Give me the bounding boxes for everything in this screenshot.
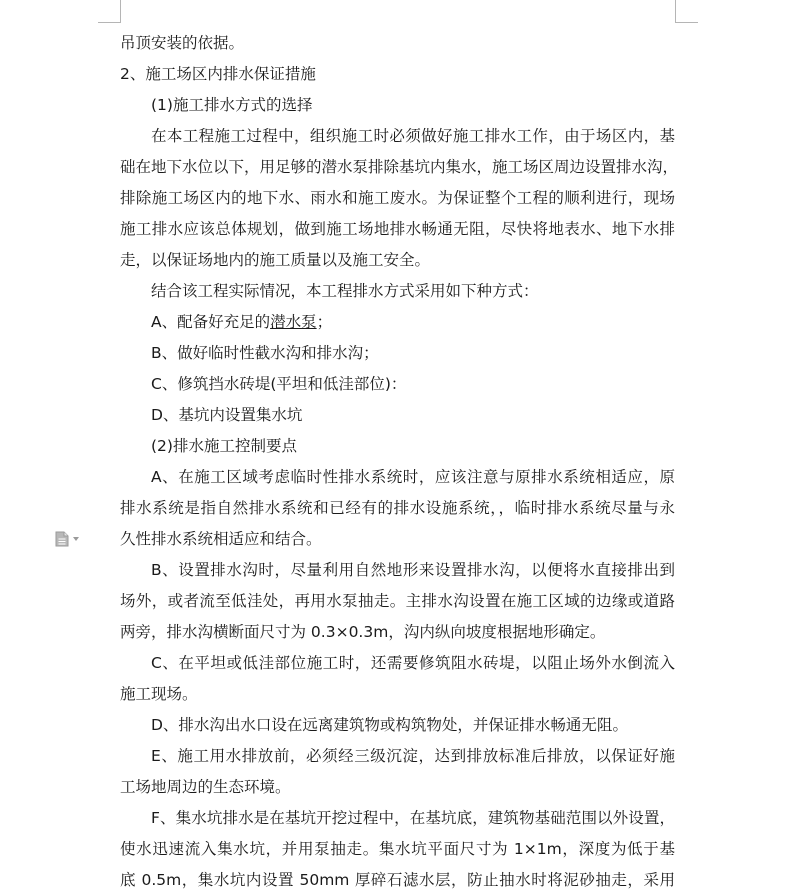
paragraph-line: 走，以保证场地内的施工质量以及施工安全。 [120, 251, 431, 269]
chevron-down-icon[interactable] [73, 537, 79, 541]
paragraph-line: (2)排水施工控制要点 [151, 437, 297, 455]
paragraph-line: (1)施工排水方式的选择 [151, 96, 313, 114]
underlined-term: 潜水泵 [270, 313, 317, 331]
paragraph-line: D、基坑内设置集水坑 [151, 406, 303, 424]
paragraph-line: 场外，或者流至低洼处，再用水泵抽走。主排水沟设置在施工区域的边缘或道路 [120, 592, 675, 610]
paragraph-line: 吊顶安装的依据。 [120, 34, 245, 52]
paragraph-line: E、施工用水排放前，必须经三级沉淀，达到排放标准后排放，以保证好施 [151, 747, 675, 765]
paragraph-line: C、在平坦或低洼部位施工时，还需要修筑阻水砖堤，以阻止场外水倒流入 [151, 654, 675, 672]
paragraph-line: B、做好临时性截水沟和排水沟； [151, 344, 379, 362]
paragraph-line: 排水系统是指自然排水系统和已经有的排水设施系统，，临时排水系统尽量与永 [120, 499, 675, 517]
paragraph-line: 施工现场。 [120, 685, 198, 703]
paragraph-line: A、在施工区域考虑临时性排水系统时，应该注意与原排水系统相适应，原 [151, 468, 675, 486]
margin-corner-top-right [675, 0, 698, 23]
paragraph-line: C、修筑挡水砖堤(平坦和低洼部位)： [151, 375, 407, 393]
paragraph-line: 久性排水系统相适应和结合。 [120, 530, 322, 548]
paragraph-line: F、集水坑排水是在基坑开挖过程中，在基坑底，建筑物基础范围以外设置， [151, 809, 675, 827]
paragraph-line: D、排水沟出水口设在远离建筑物或构筑物处，并保证排水畅通无阻。 [151, 716, 628, 734]
paragraph-line: 排除施工场区内的地下水、雨水和施工废水。为保证整个工程的顺利进行，现场 [120, 189, 675, 207]
paragraph-line: 施工排水应该总体规划，做到施工场地排水畅通无阻，尽快将地表水、地下水排 [120, 220, 675, 238]
paragraph-line: 2、施工场区内排水保证措施 [120, 65, 316, 83]
line-prefix: A、配备好充足的 [151, 313, 271, 331]
paragraph-line: 在本工程施工过程中，组织施工时必须做好施工排水工作，由于场区内，基 [151, 127, 675, 145]
paragraph-line: 底 0.5m，集水坑内设置 50mm 厚碎石滤水层，防止抽水时将泥砂抽走，采用 [120, 871, 675, 889]
paragraph-line: 结合该工程实际情况，本工程排水方式采用如下种方式： [151, 282, 539, 300]
margin-corner-top-left [98, 0, 121, 23]
document-icon[interactable] [55, 531, 69, 547]
line-suffix: ； [316, 313, 333, 331]
paragraph-line [151, 312, 675, 332]
paragraph-line: B、设置排水沟时，尽量利用自然地形来设置排水沟，以便将水直接排出到 [151, 561, 675, 579]
paragraph-line: 使水迅速流入集水坑，并用泵抽走。集水坑平面尺寸为 1×1m，深度为低于基 [120, 840, 675, 858]
paragraph-line: 础在地下水位以下，用足够的潜水泵排除基坑内集水，施工场区周边设置排水沟， [120, 158, 679, 176]
paragraph-line: 工场地周边的生态环境。 [120, 778, 291, 796]
paragraph-line: 两旁，排水沟横断面尺寸为 0.3×0.3m，沟内纵向坡度根据地形确定。 [120, 623, 606, 641]
